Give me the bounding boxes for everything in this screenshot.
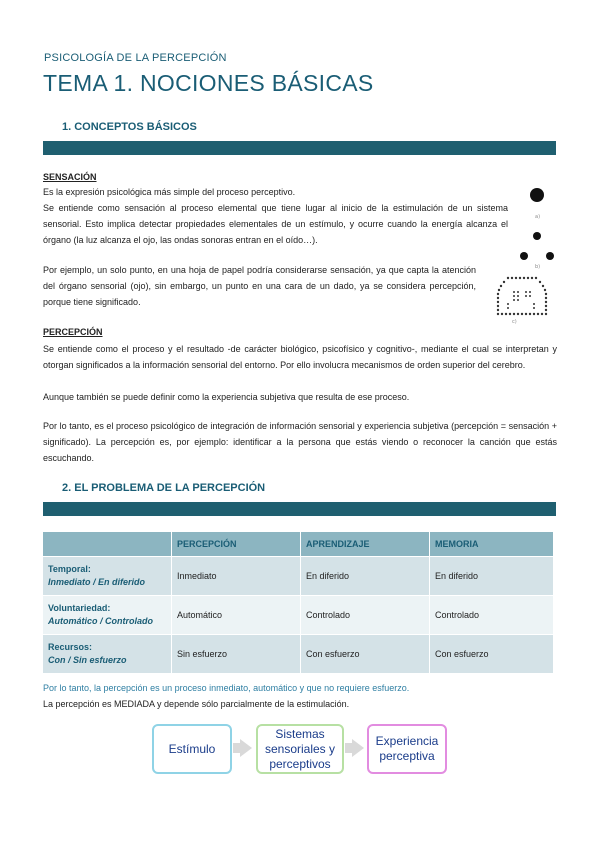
table-cell: Con esfuerzo (430, 635, 554, 674)
dotted-house (497, 277, 547, 315)
table-cell: En diferido (430, 557, 554, 596)
row-header-sub: Automático / Controlado (48, 616, 153, 626)
comparison-table (43, 532, 553, 673)
sensacion-para2: Por ejemplo, un solo punto, en una hoja de papel podría considerarse sensación, ya que capta la atención del órgano sensorial (ojo), sin embargo, un punto en una cara de un dado, ya se considera percepción, porque tiene significado. (43, 265, 476, 307)
row-header-sub: Inmediato / En diferido (48, 577, 146, 587)
table-row (43, 635, 553, 674)
svg-text:c): c) (512, 319, 517, 325)
percepcion-para2: Por lo tanto, es el proceso psicológico de integración de información sensorial y experiencia subjetiva (percepción = sensación + significado). La percepción es, por ejemplo: identificar a la persona que estás viendo o reconocer la canción que estás escuchando. (43, 421, 557, 463)
single-dot (530, 188, 544, 202)
table-cell: Con esfuerzo (301, 635, 430, 674)
table-header-row (43, 532, 553, 557)
dice-dot-top (533, 232, 541, 240)
table-header-cell (43, 532, 172, 557)
table-cell: Sin esfuerzo (172, 635, 301, 674)
dice-dot-left (520, 252, 528, 260)
row-header (43, 635, 172, 674)
table-cell: Controlado (301, 596, 430, 635)
flow-box-systems: Sistemas sensoriales y perceptivos (256, 724, 344, 774)
flow-box-experience: Experiencia perceptiva (367, 724, 447, 774)
percepcion-para1: Se entiende como el proceso y el resultado -de carácter biológico, psicofísico y cognitivo-, mediante el cual se interpretan y otorgan significados a la información sensorial del entorno. Por ello involucra mecanismos de orden superior del cerebro. (43, 344, 557, 370)
table-cell: Inmediato (172, 557, 301, 596)
dice-dot-right (546, 252, 554, 260)
row-header-name: Temporal: (48, 564, 91, 574)
table-cell: En diferido (301, 557, 430, 596)
svg-text:a): a) (535, 214, 541, 220)
table-header-cell: PERCEPCIÓN (172, 532, 301, 557)
section-1-bar (43, 141, 556, 155)
row-header-name: Recursos: (48, 642, 93, 652)
table-row (43, 596, 553, 635)
table-header-cell: APRENDIZAJE (301, 532, 430, 557)
percepcion-para1b: Aunque también se puede definir como la experiencia subjetiva que resulta de ese proceso. (43, 392, 410, 402)
table-header-cell: MEMORIA (430, 532, 554, 557)
svg-text:b): b) (535, 264, 541, 270)
dot-dice-illustration (488, 180, 558, 325)
table-row (43, 557, 553, 596)
conclusion-note: Por lo tanto, la percepción es un proceso inmediato, automático y que no requiere esfuerzo. (43, 683, 410, 693)
table-cell: Controlado (430, 596, 554, 635)
sensacion-para1: Se entiende como sensación al proceso elemental que tiene lugar al inicio de la estimulación de un sistema sensorial. Esto implica detectar propiedades elementales de un estímulo, y ocurre cuando la energía alcanza el órgano (la luz alcanza el ojo, las ondas sonoras entran en el oído…). (43, 203, 508, 245)
row-header-name: Voluntariedad: (48, 603, 111, 613)
row-header (43, 596, 172, 635)
subject-header: PSICOLOGÍA DE LA PERCEPCIÓN (44, 52, 227, 64)
row-header-sub: Con / Sin esfuerzo (48, 655, 127, 665)
page-title: TEMA 1. NOCIONES BÁSICAS (43, 70, 374, 96)
percepcion-label: PERCEPCIÓN (43, 327, 103, 337)
flow-arrow-1 (240, 739, 252, 757)
section-1-heading: 1. CONCEPTOS BÁSICOS (62, 121, 197, 133)
section-2-bar (43, 502, 556, 516)
section-2-heading: 2. EL PROBLEMA DE LA PERCEPCIÓN (62, 482, 266, 494)
flow-arrow-2 (352, 739, 364, 757)
flow-box-stimulus: Estímulo (152, 724, 232, 774)
sensacion-line1: Es la expresión psicológica más simple del proceso perceptivo. (43, 187, 296, 197)
row-header (43, 557, 172, 596)
sensacion-label: SENSACIÓN (43, 172, 97, 182)
table-cell: Automático (172, 596, 301, 635)
mediada-note: La percepción es MEDIADA y depende sólo parcialmente de la estimulación. (43, 699, 350, 709)
